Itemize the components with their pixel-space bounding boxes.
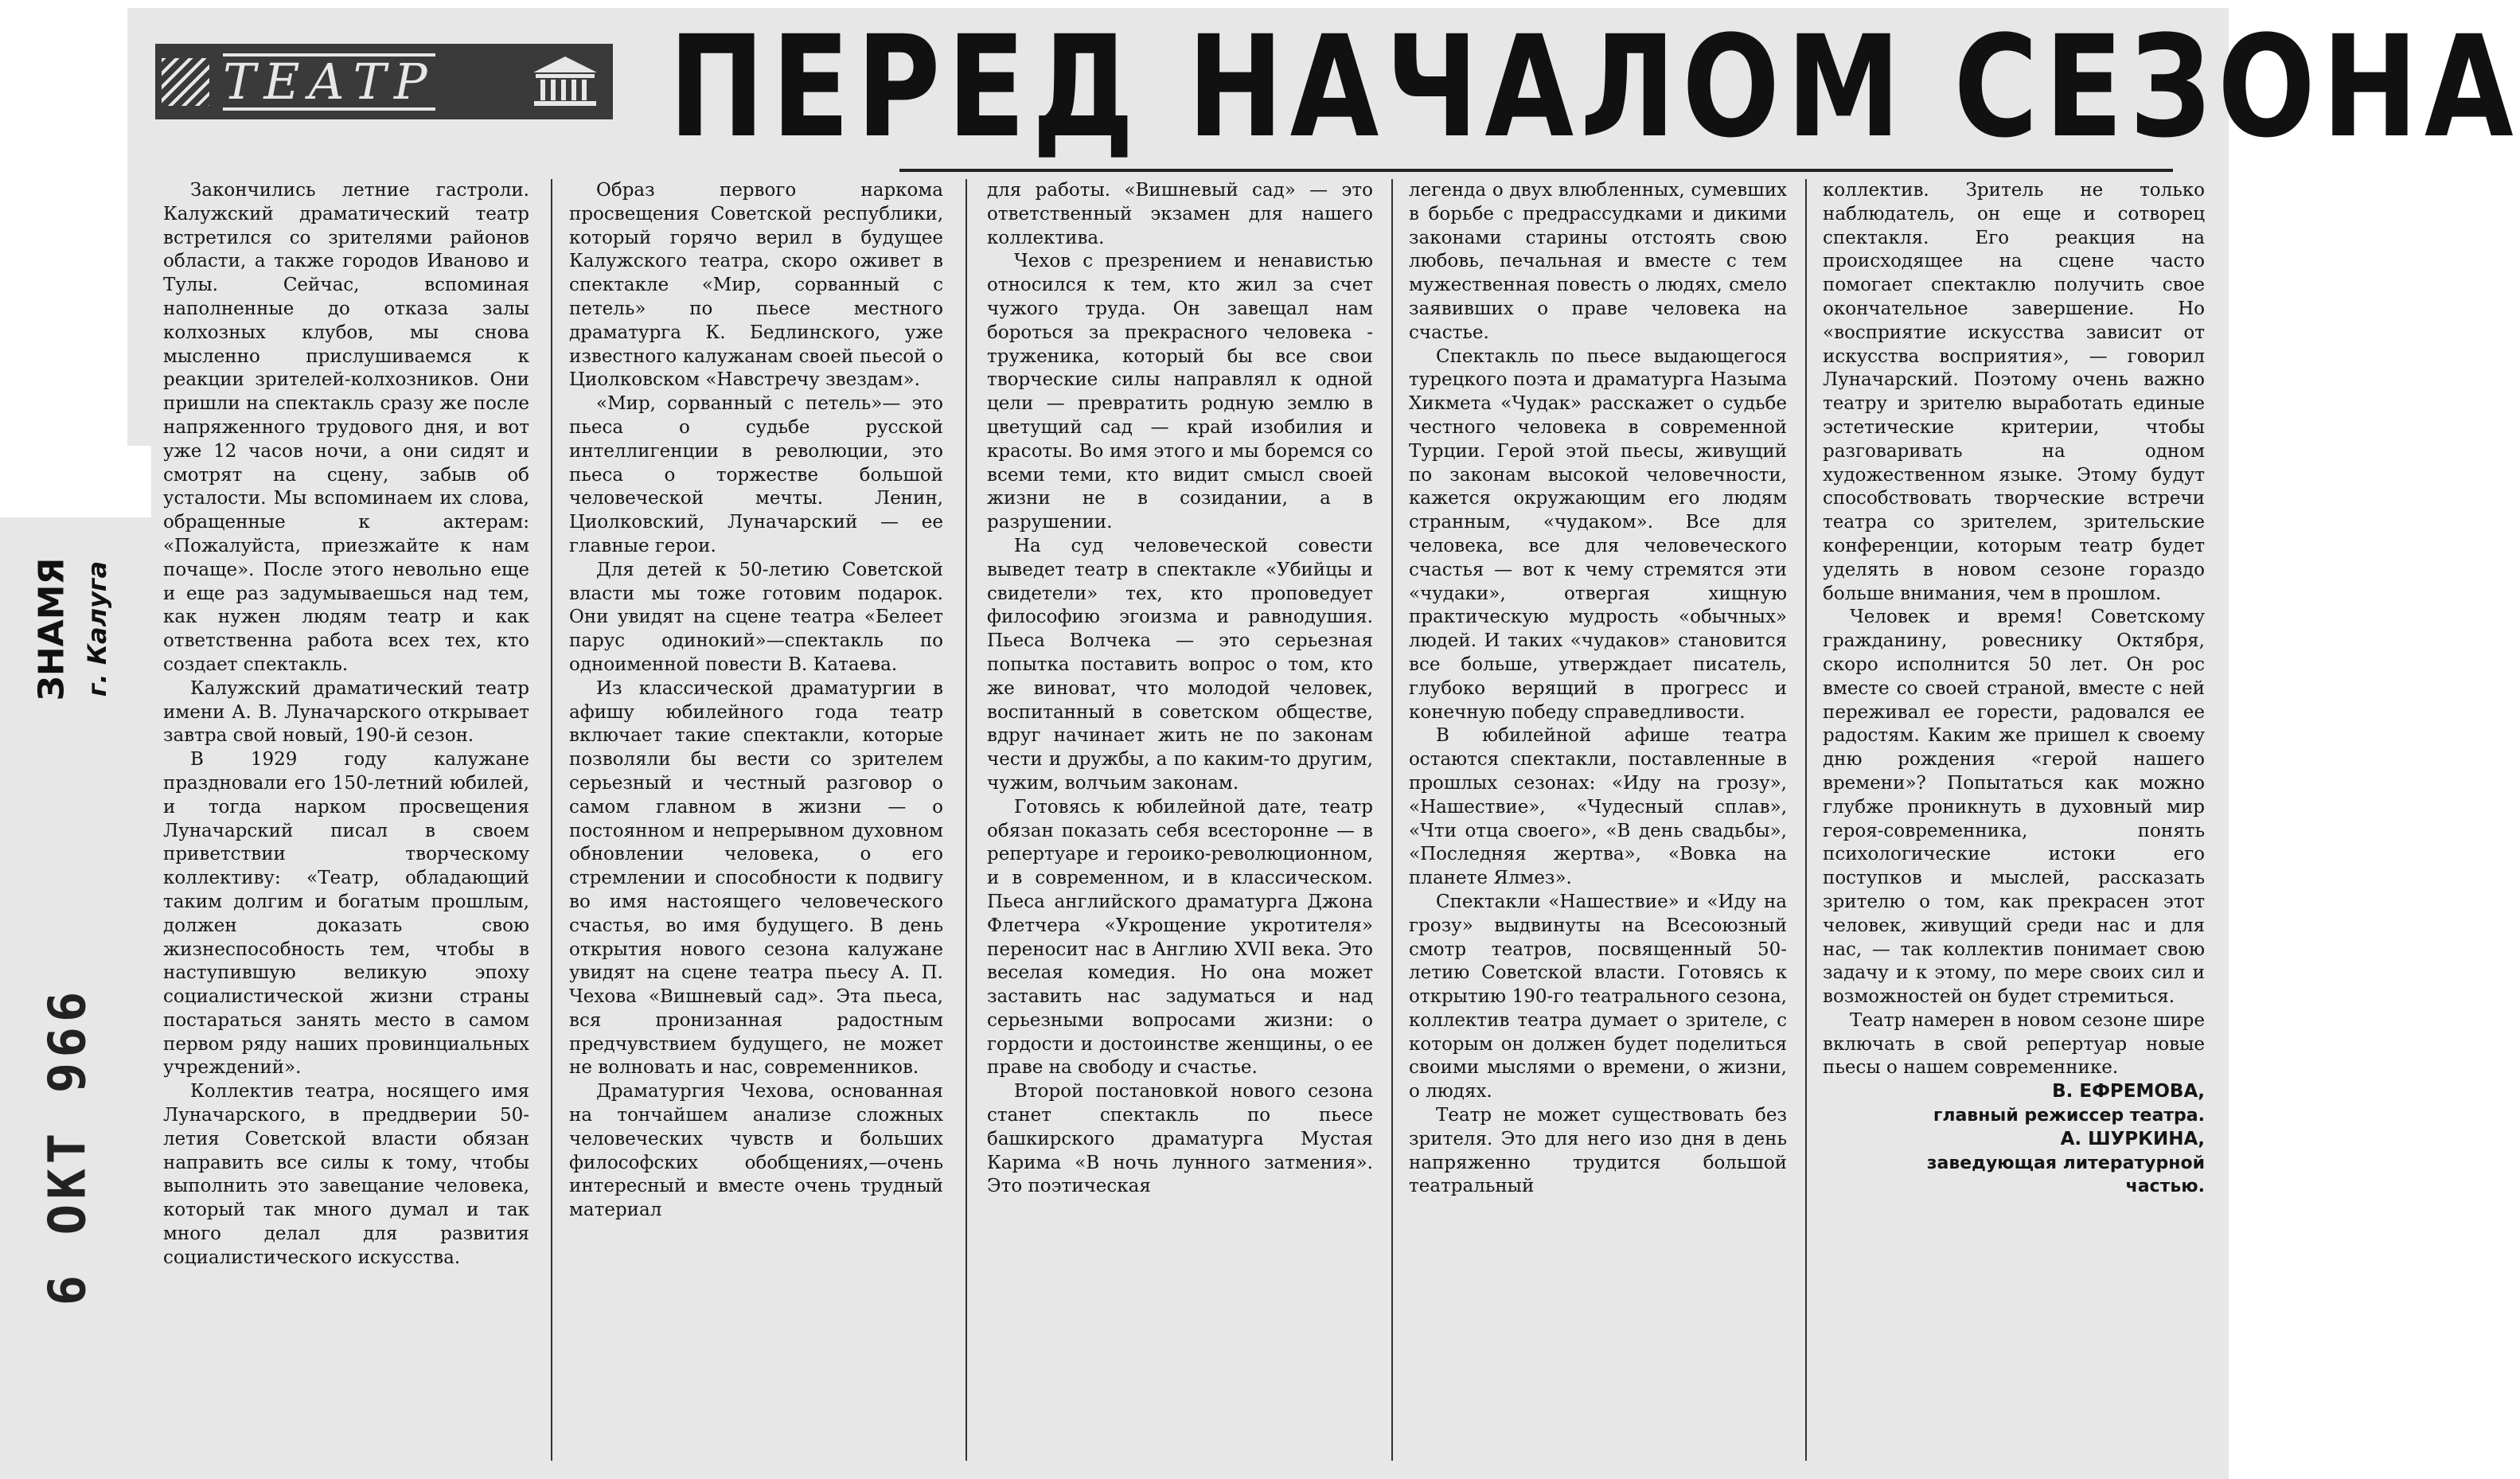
rubric-label: ТЕАТР <box>223 52 435 111</box>
paragraph: легенда о двух влюбленных, сумевших в борьбе с предрассудками и дикими законами старины отстоять свою любовь, печальная и вместе с тем мужественная повесть о людях, смело заявивших о праве человека на счастье. <box>1409 180 1787 343</box>
newspaper-name-stamp <box>24 509 80 748</box>
paragraph: Театр не может существовать без зрителя. Это для него изо дня в день напряженно трудится большой театральный <box>1409 1105 1787 1197</box>
column-divider <box>1805 179 1807 1461</box>
paragraph: коллектив. Зритель не только наблюдатель, он еще и сотворец спектакля. Его реакция на происходящее на сцене часто помогает спектаклю получить свое окончательное завершение. Но «восприятие искусства зависит от искусства восприятия», — говорил Луначарский. Поэтому очень важно театру и зрителю выработать единые эстетические критерии, чтобы разговаривать на одном художественном языке. Этому будут способствовать творческие встречи театра со зрителем, зрительские конференции, которым театр будет уделять в новом сезоне гораздо больше внимания, чем в прошлом. <box>1823 180 2205 604</box>
article-column-2 <box>569 179 943 1223</box>
article-column-4 <box>1409 179 1787 1199</box>
author-title: заведующая литературной частью. <box>1926 1153 2205 1197</box>
paragraph: «Мир, сорванный с петель»— это пьеса о судьбе русской интеллигенции в революции, это пьеса о торжестве большой человеческой мечты. Ленин, Циолковский, Луначарский — ее главные герои. <box>569 393 943 556</box>
article-column-3 <box>987 179 1373 1199</box>
paragraph: Спектакль по пьесе выдающегося турецкого поэта и драматурга Назыма Хикмета «Чудак» расскажет о судьбе честного человека в современной Турции. Герой этой пьесы, живущий по законам высокой человечности, кажется окружающим его людям странным, «чудаком». Все для человека, все для человеческого счастья — вот к чему стремятся эти «чудаки», отвергая хищную практическую мудрость «обычных» людей. И таких «чудаков» становится все больше, утверждает писатель, глубоко верящий в прогресс и конечную победу справедливости. <box>1409 345 1787 723</box>
newspaper-name: ЗНАМЯ <box>31 557 72 700</box>
author-signature: А. ШУРКИНА, <box>2060 1128 2205 1149</box>
paragraph: Готовясь к юбилейной дате, театр обязан показать себя всесторонне — в репертуаре и героико-революционном, и в современном, и в классическом. Пьеса английского драматурга Джона Флетчера «Укрощение укротителя» переносит нас в Англию XVII века. Это веселая комедия. Но она может заставить нас задуматься и над серьезными вопросами жизни: о гордости и достоинстве женщины, о ее праве на свободу и счастье. <box>987 796 1373 1079</box>
paragraph: Человек и время! Советскому гражданину, ровеснику Октября, скоро исполнится 50 лет. Он рос вместе со своей страной, вместе с ней переживал ее горести, радовался ее радостям. Каким же пришел к своему дню рождения «герой нашего времени»? Попытаться как можно глубже проникнуть в духовный мир героя-современника, понять психологические истоки его поступков и мыслей, рассказать зрителю о том, как прекрасен этот человек, живущий среди нас и для нас, — так коллектив понимает свою задачу и к этому, по мере своих сил и возможностей он будет стремиться. <box>1823 607 2205 1008</box>
paragraph: Театр намерен в новом сезоне шире включать в свой репертуар новые пьесы о нашем современнике. <box>1823 1009 2205 1079</box>
paragraph: Спектакли «Нашествие» и «Иду на грозу» выдвинуты на Всесоюзный смотр театров, посвященный 50-летию Советской власти. Готовясь к открытию 190-го театрального сезона, коллектив театра думает о зрителе, с которым он должен будет поделиться своими мыслями о времени, о жизни, о людях. <box>1409 891 1787 1102</box>
paragraph: Чехов с презрением и ненавистью относился к тем, кто жил за счет чужого труда. Он завещал нам бороться за прекрасного человека - труженика, который бы все свои творческие силы направлял к одной цели — превратить родную землю в цветущий сад — край изобилия и красоты. Во имя этого и мы боремся со всеми теми, кто видит смысл своей жизни не в созидании, а в разрушении. <box>987 251 1373 533</box>
paragraph: Калужский драматический театр имени А. В. Луначарского открывает завтра свой новый, 190-й сезон. <box>163 677 529 747</box>
paragraph: Образ первого наркома просвещения Советской республики, который горячо верил в будущее Калужского театра, скоро оживет в спектакле «Мир, сорванный с петель» по пьесе местного драматурга К. Бедлинского, уже известного калужанам своей пьесой о Циолковском «Навстречу звездам». <box>569 180 943 391</box>
city-stamp <box>73 509 121 748</box>
paragraph: В юбилейной афише театра остаются спектакли, поставленные в прошлых сезонах: «Иду на грозу», «Нашествие», «Чудесный сплав», «Чти отца своего», «В день свадьбы», «Последняя жертва», «Вовка на планете Ялмез». <box>1409 725 1787 889</box>
article-column-5 <box>1823 179 2205 1199</box>
date-text: 6 ОКТ 966 <box>38 986 97 1306</box>
column-divider <box>965 179 967 1461</box>
paragraph: Закончились летние гастроли. Калужский драматический театр встретился со зрителями районов области, а также городов Иваново и Тулы. Сейчас, вспоминая наполненные до отказа залы колхозных клубов, мы снова мысленно прислушиваемся к реакции зрителей-колхозников. Они пришли на спектакль сразу же после напряженного трудового дня, и вот уже 12 часов ночи, а они сидят и смотрят на сцену, забыв об усталости. Мы вспоминаем их слова, обращенные к актерам: «Пожалуйста, приезжайте к нам почаще». После этого невольно еще и еще раз задумываешься над тем, как нужен людям театр и как ответственна работа всех тех, кто создает спектакль. <box>163 180 529 675</box>
author-signature: В. ЕФРЕМОВА, <box>2052 1081 2205 1102</box>
header-rule <box>899 169 2173 172</box>
column-divider <box>551 179 552 1461</box>
theater-building-icon <box>529 53 601 109</box>
author-title: главный режиссер театра. <box>1933 1106 2205 1126</box>
paragraph: Драматургия Чехова, основанная на тончайшем анализе сложных человеческих чувств и больших философских обобщениях,—очень интересный и вместе очень трудный материал <box>569 1081 943 1221</box>
paragraph: Для детей к 50-летию Советской власти мы тоже готовим подарок. Они увидят на сцене театра «Белеет парус одинокий»—спектакль по одноименной повести В. Катаева. <box>569 559 943 675</box>
headline: ПЕРЕД НАЧАЛОМ СЕЗОНА <box>669 6 2520 169</box>
article-column-1 <box>163 179 529 1270</box>
paragraph: В 1929 году калужане праздновали его 150-летний юбилей, и тогда нарком просвещения Луначарский писал в своем приветствии творческому коллективу: «Театр, обладающий таким долгим и богатым прошлым, должен доказать свою жизнеспособность тем, чтобы в наступившую великую эпоху социалистической жизни страны постараться занять место в самом первом ряду наших провинциальных учреждений». <box>163 749 529 1079</box>
rubric-stripes <box>162 58 209 106</box>
paragraph: для работы. «Вишневый сад» — это ответственный экзамен для нашего коллектива. <box>987 180 1373 248</box>
city-name: г. Калуга <box>82 560 112 697</box>
rubric-banner <box>155 44 613 119</box>
paragraph: На суд человеческой совести выведет театр в спектакле «Убийцы и свидетели» тех, кто проповедует философию эгоизма и равнодушия. Пьеса Волчека — это серьезная попытка поставить вопрос о том, кто же виноват, что молодой человек, воспитанный в советском обществе, вдруг начинает жить не по законам чести и дружбы, а по каким-то другим, чужим, волчьим законам. <box>987 535 1373 794</box>
paragraph: Из классической драматургии в афишу юбилейного года театр включает такие спектакли, которые позволяли бы вести со зрителем серьезный и честный разговор о самом главном в жизни — о постоянном и непрерывном духовном обновлении человека, о его стремлении и способности к подвигу во имя настоящего человеческого счастья, во имя будущего. В день открытия нового сезона калужане увидят на сцене театра пьесу А. П. Чехова «Вишневый сад». Эта пьеса, вся пронизанная радостным предчувствием будущего, не может не волновать и нас, современников. <box>569 677 943 1079</box>
paragraph: Второй постановкой нового сезона станет спектакль по пьесе башкирского драматурга Мустая Карима «В ночь лунного затмения». Это поэтическая <box>987 1081 1373 1197</box>
date-stamp <box>32 971 103 1321</box>
torn-edge <box>0 446 151 517</box>
column-divider <box>1391 179 1393 1461</box>
paragraph: Коллектив театра, носящего имя Луначарского, в преддверии 50-летия Советской власти обязан направить все силы к тому, чтобы выполнить это завещание человека, который так много думал и так много делал для развития социалистического искусства. <box>163 1081 529 1268</box>
